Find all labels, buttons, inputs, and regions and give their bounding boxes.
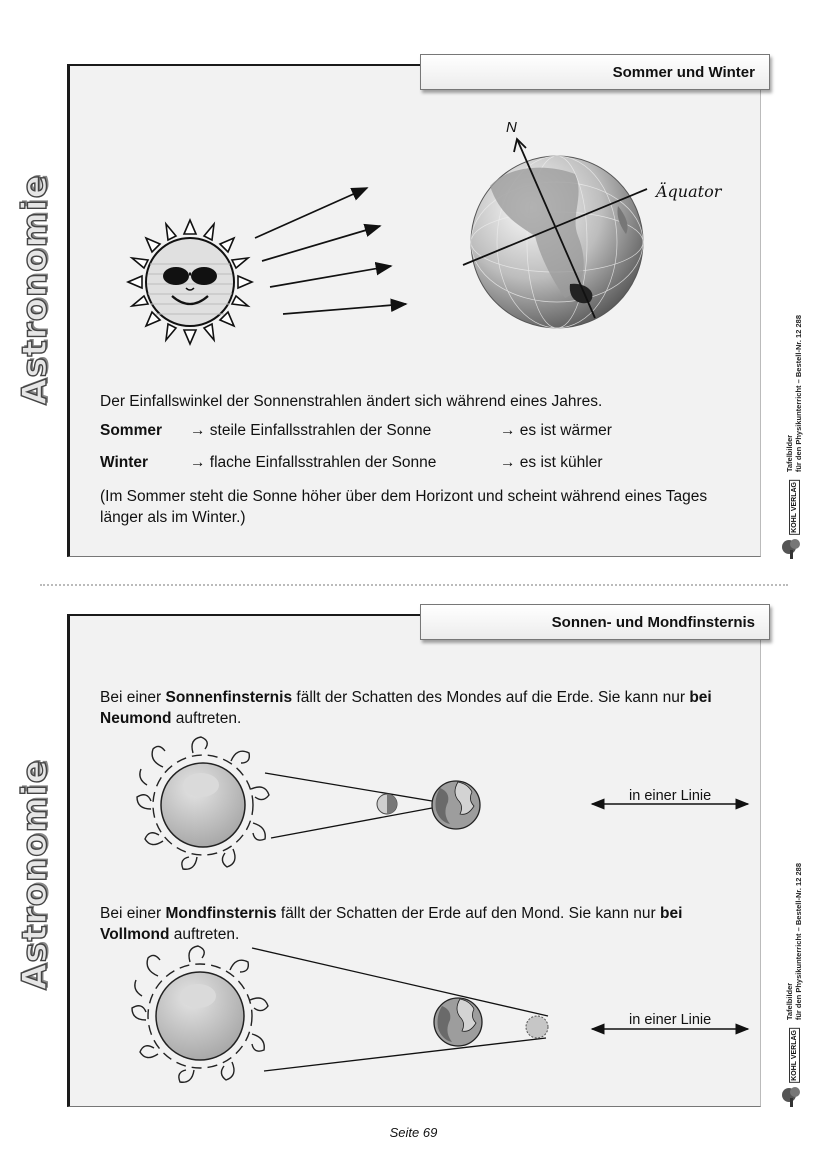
page-number: Seite 69	[389, 1125, 438, 1140]
lunar-text-part3: auftreten.	[169, 926, 240, 943]
card-summer-winter	[67, 64, 761, 557]
publisher-line2-top: für den Physikunterricht – Bestell-Nr. 12 288	[794, 315, 803, 473]
publisher-logo-top: KOHL VERLAG	[790, 482, 798, 533]
publisher-line1-bottom: Tafelbilder	[785, 982, 794, 1021]
label-in-line-1: in einer Linie	[629, 788, 712, 804]
row-winter-cause: → flache Einfallsstrahlen der Sonne	[190, 454, 437, 471]
publisher-text-top	[785, 315, 803, 472]
card-tab-eclipses: Sonnen- und Mondfinsternis	[420, 604, 770, 640]
lunar-text-part2: fällt der Schatten der Erde auf den Mond. Sie kann nur	[276, 905, 661, 922]
publisher-line1-top: Tafelbilder	[785, 434, 794, 473]
sun-earth-illustration	[70, 66, 760, 366]
moon-icon-lunar-eclipse	[526, 1016, 548, 1038]
side-title-top: Astronomie	[15, 174, 55, 406]
row-summer-cause: → steile Einfallsstrahlen der Sonne	[190, 422, 432, 439]
lunar-text-part1: Bei einer	[100, 905, 166, 922]
card-tab-summer-winter: Sommer und Winter	[420, 54, 770, 90]
sun-icon-solar-eclipse	[137, 737, 269, 869]
lunar-term: Mondfinsternis	[165, 905, 277, 922]
section-divider	[40, 584, 788, 586]
side-title-bottom: Astronomie	[15, 759, 55, 991]
solar-text-part2: fällt der Schatten des Mondes auf die Erde. Sie kann nur	[292, 689, 690, 706]
publisher-line2-bottom: für den Physikunterricht – Bestell-Nr. 12 288	[794, 863, 803, 1021]
tree-logo-icon	[781, 538, 807, 560]
row-winter-effect: → es ist kühler	[500, 454, 603, 471]
sun-with-sunglasses-icon	[128, 220, 252, 344]
earth-globe-icon	[471, 156, 643, 328]
label-north: N	[506, 119, 517, 136]
label-in-line-2: in einer Linie	[629, 1012, 712, 1028]
eclipse-illustration	[70, 616, 760, 1106]
lunar-condition: bei Vollmond	[100, 905, 683, 943]
publisher-logo-bottom: KOHL VERLAG	[790, 1030, 798, 1081]
summer-winter-intro: Der Einfallswinkel der Sonnenstrahlen ändert sich während eines Jahres.	[100, 393, 603, 410]
solar-condition: bei Neumond	[100, 689, 712, 727]
moon-icon-solar-eclipse	[377, 794, 397, 814]
summer-winter-note: (Im Sommer steht die Sonne höher über dem Horizont und scheint während eines Tages länger als im Winter.)	[100, 488, 708, 526]
publisher-label-bottom	[774, 838, 814, 1108]
card-eclipses	[67, 614, 761, 1107]
earth-icon-lunar-eclipse	[434, 998, 482, 1046]
row-summer-key: Sommer	[100, 422, 163, 439]
tree-logo-icon	[781, 1086, 807, 1108]
row-summer-effect: → es ist wärmer	[500, 422, 612, 439]
earth-icon-solar-eclipse	[432, 781, 480, 829]
row-winter-key: Winter	[100, 454, 149, 471]
label-equator: Äquator	[656, 182, 722, 201]
row-winter	[100, 454, 750, 476]
solar-text-part3: auftreten.	[171, 710, 242, 727]
solar-term: Sonnenfinsternis	[165, 689, 293, 706]
publisher-text-bottom	[785, 863, 803, 1020]
solar-text-part1: Bei einer	[100, 689, 166, 706]
sun-icon-lunar-eclipse	[132, 946, 268, 1082]
row-summer	[100, 422, 750, 444]
publisher-label-top	[774, 290, 814, 560]
